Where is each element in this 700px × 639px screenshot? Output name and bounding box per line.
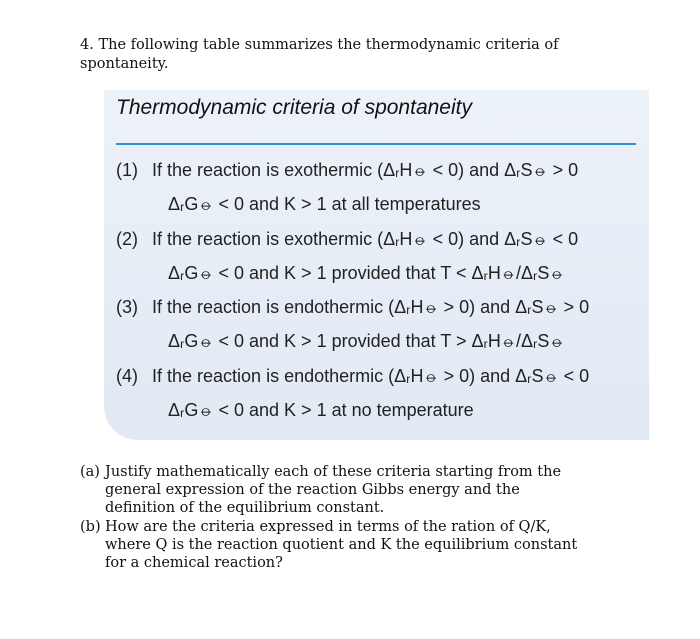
criterion-4-condition xyxy=(116,359,646,393)
part-text: How are the criteria expressed in terms of the ration of Q/K, where Q is the reaction quotient and K the equilibrium constant for a chemical reaction? xyxy=(105,518,578,572)
criterion-2-result: ΔᵣG⦵ < 0 and K > 1 provided that T < ΔᵣH⦵/ΔᵣS⦵ xyxy=(168,262,565,283)
criterion-condition-text: If the reaction is exothermic (ΔᵣH⦵ < 0) and ΔᵣS⦵ > 0 xyxy=(152,160,579,180)
criterion-number: (1) xyxy=(116,160,138,180)
criterion-4-result: ΔᵣG⦵ < 0 and K > 1 at no temperature xyxy=(168,400,474,421)
criterion-1-condition xyxy=(116,153,646,187)
criterion-1-result: ΔᵣG⦵ < 0 and K > 1 at all temperatures xyxy=(168,194,481,215)
criterion-2-condition xyxy=(116,222,646,256)
criteria-table xyxy=(104,90,649,440)
criterion-number: (2) xyxy=(116,228,138,249)
question-parts xyxy=(80,463,580,572)
table-title: Thermodynamic criteria of spontaneity xyxy=(116,96,472,119)
criterion-condition-text: If the reaction is endothermic (ΔᵣH⦵ > 0) and ΔᵣS⦵ > 0 xyxy=(152,297,590,318)
criterion-number: (4) xyxy=(116,365,138,386)
criterion-3-condition xyxy=(116,290,646,324)
criterion-3-result: ΔᵣG⦵ < 0 and K > 1 provided that T > ΔᵣH⦵/ΔᵣS⦵ xyxy=(168,331,565,352)
criterion-number: (3) xyxy=(116,297,138,318)
part-label: (b) xyxy=(80,518,101,535)
part-label: (a) xyxy=(80,464,100,480)
criteria-list xyxy=(116,153,646,427)
part-a xyxy=(80,463,580,518)
criterion-condition-text: If the reaction is exothermic (ΔᵣH⦵ < 0) and ΔᵣS⦵ < 0 xyxy=(152,228,579,249)
question-text: 4. The following table summarizes the thermodynamic criteria of spontaneity. xyxy=(80,37,559,72)
part-b xyxy=(80,518,580,573)
part-text: Justify mathematically each of these criteria starting from the general expression of the reaction Gibbs energy and the definition of the equilibrium constant. xyxy=(105,464,562,517)
title-rule xyxy=(116,143,636,145)
criterion-condition-text: If the reaction is endothermic (ΔᵣH⦵ > 0) and ΔᵣS⦵ < 0 xyxy=(152,365,590,386)
